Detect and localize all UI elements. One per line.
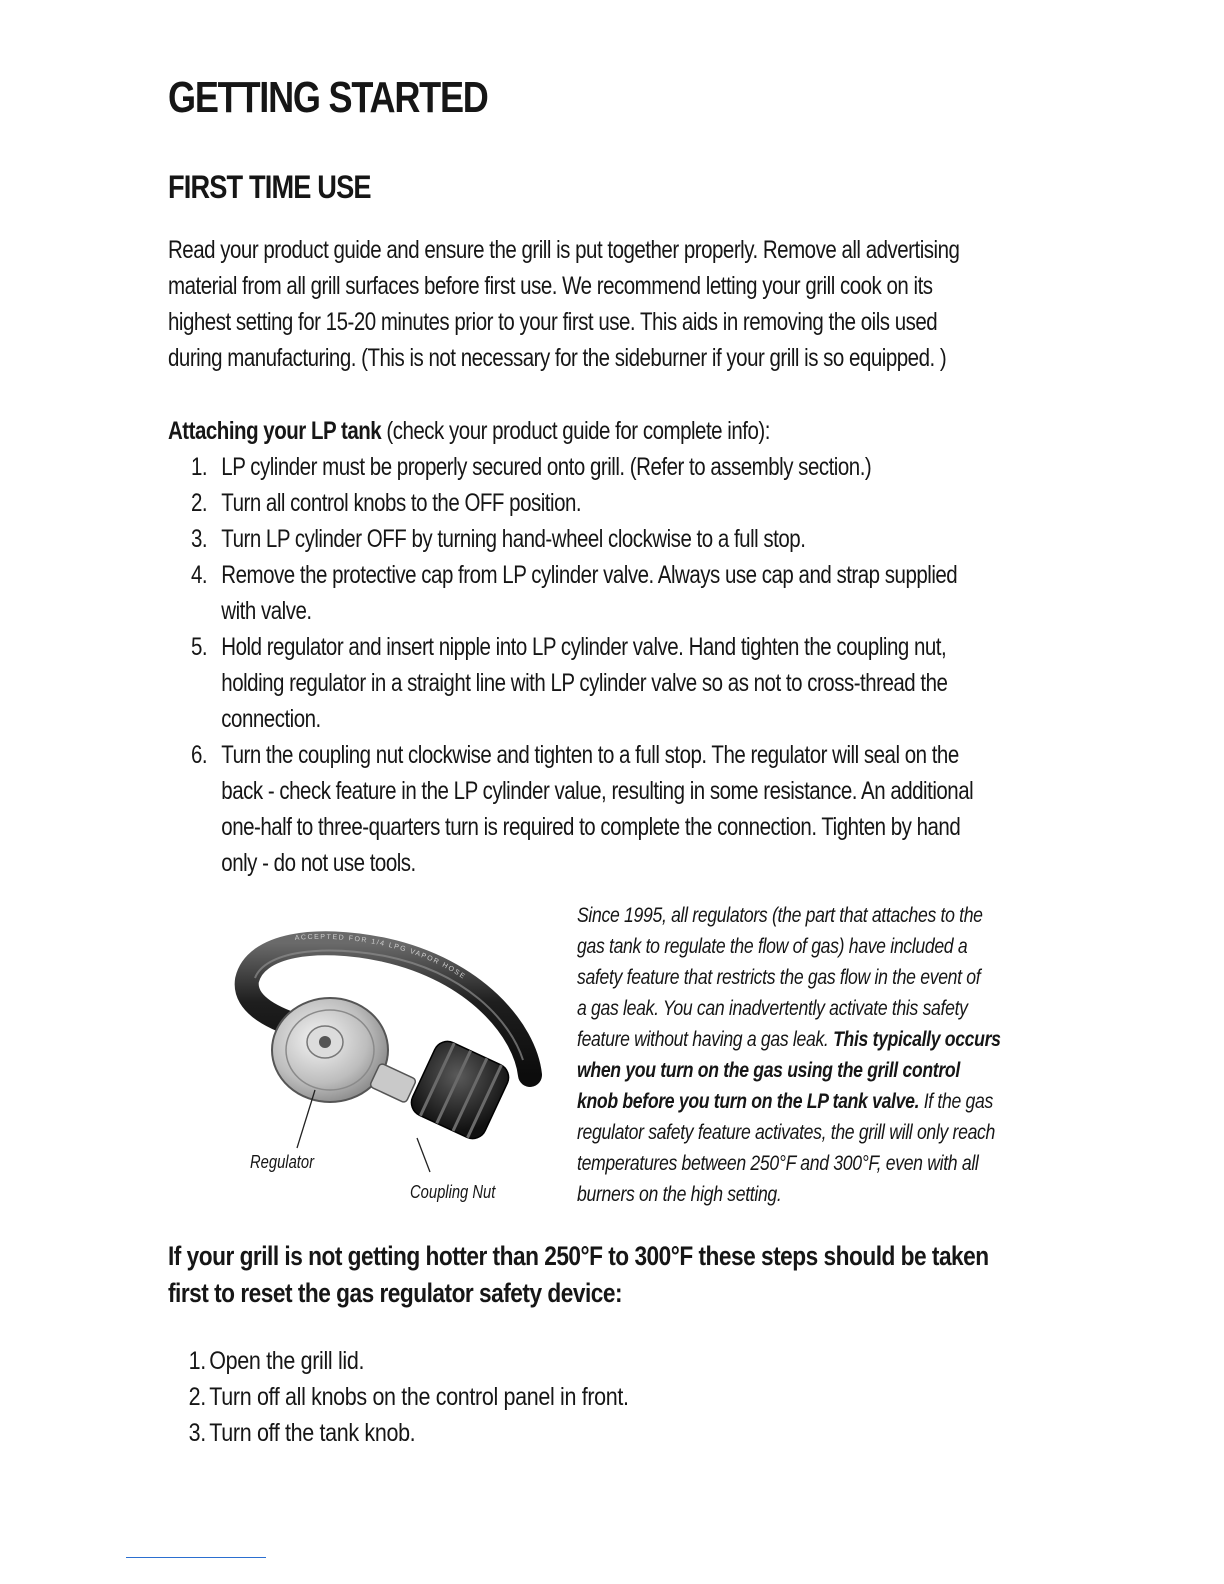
step-number: 3. <box>190 525 208 553</box>
coupling-nut-caption: Coupling Nut <box>410 1182 496 1202</box>
attaching-lead-bold: Attaching your LP tank <box>168 417 382 445</box>
step-number: 5. <box>190 633 208 661</box>
paragraph-line: Read your product guide and ensure the grill is put together properly. Remove all advertising <box>168 236 960 264</box>
step-number: 2. <box>190 489 208 517</box>
attaching-steps-list <box>168 449 1037 881</box>
list-item <box>168 1379 856 1415</box>
reset-regulator-heading <box>168 1238 1092 1312</box>
paragraph-line: during manufacturing. (This is not necessary for the sideburner if your grill is so equipped. ) <box>168 344 947 372</box>
note-text: If the gas <box>919 1089 993 1113</box>
step-number: 3. <box>188 1419 206 1447</box>
paragraph-line: material from all grill surfaces before first use. We recommend letting your grill cook on its <box>168 272 933 300</box>
note-line: a gas leak. You can inadvertently activate this safety <box>577 996 968 1020</box>
step-text: Remove the protective cap from LP cylinder valve. Always use cap and strap supplied <box>221 561 958 589</box>
note-text: feature without having a gas leak. <box>577 1027 834 1051</box>
step-text: one-half to three-quarters turn is required to complete the connection. Tighten by hand <box>221 813 961 841</box>
list-item <box>168 557 1037 629</box>
list-item <box>168 521 1037 557</box>
step-number: 4. <box>190 561 208 589</box>
note-line <box>577 1086 1036 1117</box>
list-item <box>168 449 1037 485</box>
note-line: temperatures between 250°F and 300°F, even with all <box>577 1151 979 1175</box>
step-number: 1. <box>190 453 208 481</box>
step-text: connection. <box>221 705 321 733</box>
step-text: Turn all control knobs to the OFF position. <box>221 489 582 517</box>
step-text: Turn LP cylinder OFF by turning hand-wheel clockwise to a full stop. <box>221 525 806 553</box>
step-text: LP cylinder must be properly secured onto grill. (Refer to assembly section.) <box>221 453 872 481</box>
footer-rule <box>126 1557 266 1558</box>
list-item <box>168 1343 856 1379</box>
step-text: only - do not use tools. <box>221 849 416 877</box>
note-line: gas tank to regulate the flow of gas) have included a <box>577 934 968 958</box>
attaching-lead-rest: (check your product guide for complete info): <box>381 417 770 445</box>
list-item <box>168 629 1037 737</box>
attaching-lp-tank-section <box>168 413 1037 881</box>
reset-steps-list <box>168 1343 856 1451</box>
step-text: holding regulator in a straight line with LP cylinder valve so as not to cross-thread the <box>221 669 948 697</box>
list-item <box>168 485 1037 521</box>
list-item <box>168 737 1037 881</box>
page-title: GETTING STARTED <box>168 73 488 122</box>
attaching-lead <box>168 413 1037 449</box>
note-emphasis: knob before you turn on the LP tank valve. <box>577 1089 920 1113</box>
step-text: Hold regulator and insert nipple into LP cylinder valve. Hand tighten the coupling nut, <box>221 633 947 661</box>
step-text: Turn the coupling nut clockwise and tighten to a full stop. The regulator will seal on the <box>221 741 959 769</box>
first-time-use-paragraph <box>168 232 1037 376</box>
note-line: safety feature that restricts the gas flow in the event of <box>577 965 981 989</box>
step-number: 1. <box>188 1347 206 1375</box>
step-number: 6. <box>190 741 208 769</box>
note-emphasis: This typically occurs <box>833 1027 1001 1051</box>
coupling-nut-leader-line <box>417 1138 430 1172</box>
note-line <box>577 1024 1036 1055</box>
hose-print-text: ACCEPTED FOR 1/4 LPG VAPOR HOSE <box>294 933 467 982</box>
note-line <box>577 1055 1036 1086</box>
regulator-safety-note <box>577 900 1036 1210</box>
note-line: Since 1995, all regulators (the part that attaches to the <box>577 903 983 927</box>
coupling-nut <box>407 1037 513 1143</box>
note-line: regulator safety feature activates, the grill will only reach <box>577 1120 996 1144</box>
regulator-caption: Regulator <box>250 1152 314 1172</box>
note-line: burners on the high setting. <box>577 1182 782 1206</box>
step-text: back - check feature in the LP cylinder value, resulting in some resistance. An additional <box>221 777 974 805</box>
paragraph-line: highest setting for 15-20 minutes prior to your first use. This aids in removing the oils used <box>168 308 938 336</box>
regulator-leader-line <box>297 1090 315 1148</box>
heading-line: If your grill is not getting hotter than 250°F to 300°F these steps should be taken <box>168 1241 989 1271</box>
step-number: 2. <box>188 1383 206 1411</box>
list-item <box>168 1415 856 1451</box>
reset-steps-section <box>168 1343 856 1451</box>
step-text: with valve. <box>221 597 312 625</box>
step-text: Turn off the tank knob. <box>209 1419 416 1447</box>
note-emphasis: when you turn on the gas using the grill control <box>577 1058 960 1082</box>
step-text: Open the grill lid. <box>209 1347 365 1375</box>
step-text: Turn off all knobs on the control panel in front. <box>209 1383 629 1411</box>
heading-line: first to reset the gas regulator safety device: <box>168 1278 623 1308</box>
first-time-use-heading: FIRST TIME USE <box>168 169 371 205</box>
